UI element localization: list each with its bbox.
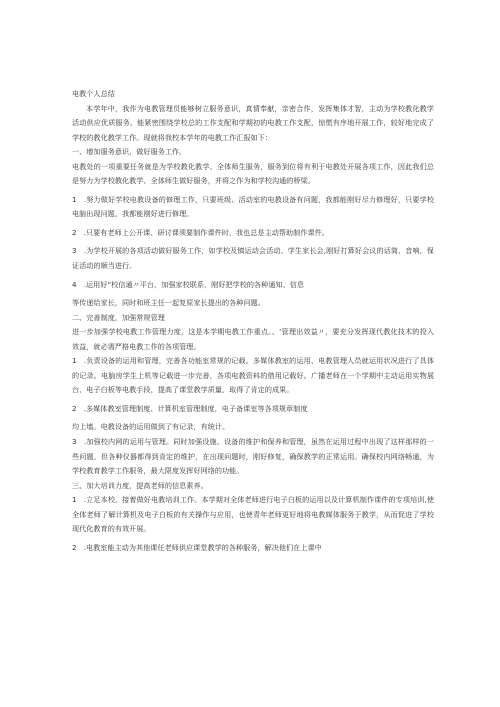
paragraph: 均上墙。电教设备的运用做到了有记录，有统计。 [72,422,230,432]
section-heading-3: 三、加大培训力度，提高老师的信息素养。 [72,480,208,490]
list-item: 2 .电教室能主动为其他课任老师供应课堂教学的各种服务，解决他们在上课中 [72,542,322,552]
list-item: 2 .多媒体教室管理制度、计算机室管理制度，电子备课室等各项规章制度 [72,403,308,413]
section-heading-2: 二、完善制度，加强常规管理 [72,312,165,322]
document-body [72,87,434,555]
list-item: 4 .运用好“校信通〃平台，加强家校联系，刚好把学校的各种通知、信息 [72,279,305,289]
list-item: 1 .努力做好学校电教设备的修理工作，只要班级、活动室的电教设备有问题，我都能刚好尽力修理好，只要学校电脑出现问题，我都能刚好进行修理。 [72,194,434,219]
paragraph-intro: 本学年中，我作为电教管理员能够树立服务意识，真情奉献，亲密合作，发挥集体才智，主动为学校教化教学活动供应优质服务。能紧密围绕学校总的工作支配和学期初的电教工作支配，惊慌有序地开展工作，较好地完成了学校的教化教学工作。现就将我校本学年的电教工作汇报如下： [72,103,434,142]
section-heading-1: 一、增加服务意识，做好服务工作。 [72,147,187,157]
list-item: 3 .加强校内网的运用与管理。同时加强设施、设备的维护和保养和管理，虽然在运用过程中出现了这样那样的一些问题，但各种仪器都得到肯定的维护，在出现问题时，刚好修复，确保教学的正常运用。确保校内网络畅通，为学校教育教学工作服务，最大限度发挥好网络的功能。 [72,437,434,476]
list-item: 1 .负责设备的运用和管理，完善各功能室常规的记载。多媒体教室的运用、电教管理人员就运用状况进行了具体的记录。电脑房学生上机等记载进一步完善，各项电教资料的借用记载好。广播老师在一个学期中主动运用实物展台、电子白板等电教手段，提高了课堂教学质量，取得了肯定的成果。 [72,356,434,395]
paragraph: 电教处的一项重要任务就是为学校教化教学、全体师生服务，服务到位将有利于电教处开展各项工作，因此我们总是努力为学校教化教学、全体师生做好服务，并将之作为和学校沟通的桥梁。 [72,161,434,186]
document-title: 电教个人总结 [72,89,115,98]
list-item: 3 .为学校开展的各项活动做好服务工作，如学校及镇运动会活动、学生家长会,刚好打算好会议的话筒、音响，保证活动的顺当进行。 [72,246,434,271]
list-item: 2 .只要有老师上公开课、研讨课须要制作课件时，我也总是主动帮助制作课件。 [72,227,329,237]
paragraph: 进一步加强学校电教工作管理力度，这是本学期电教工作重点。、‘管理出效益〃，要充分发挥现代教化技术的投入效益，就必需严格电教工作的各项管理。 [72,327,434,351]
list-item: 1 .立足本校，接着做好电教培训工作。本学期对全体老师进行电子白板的运用以及计算机制作课件的专项培训,使全体老师了解计算机及电子白板的有关操作与应用，也使青年老师更好地将电教媒体服务于教学，从而促进了学校现代化教育的有效开展。 [72,495,434,534]
paragraph: 等传递给家长，同时和班主任一起复原家长提出的各种问题。 [72,298,265,308]
